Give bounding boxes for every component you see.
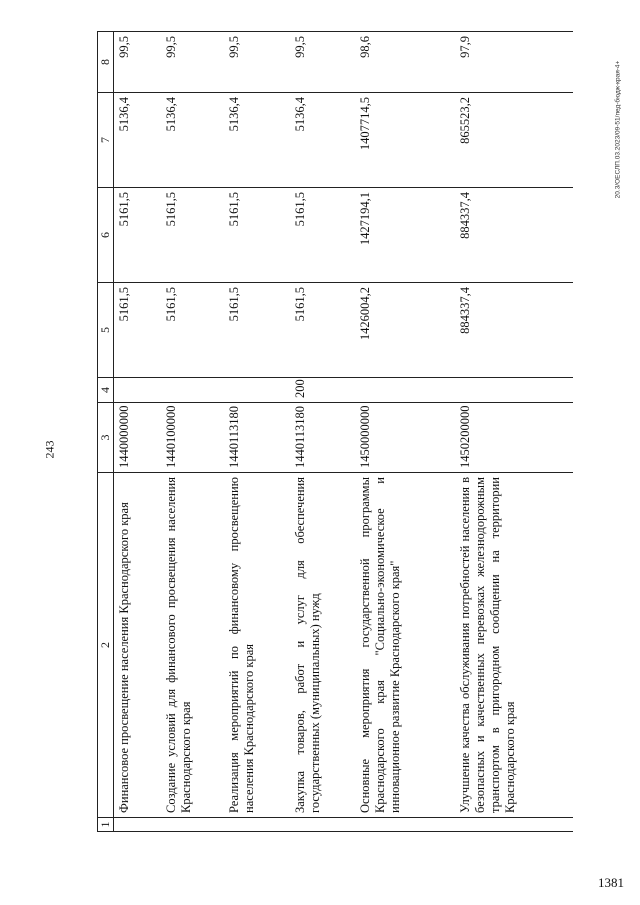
- row-description: Закупка товаров, работ и услуг для обеспечения государственных (муниципальных) нужд: [290, 473, 355, 818]
- row-number: [114, 818, 161, 832]
- col-header-6: 6: [98, 188, 114, 283]
- row-value-5: 5161,5: [161, 283, 224, 378]
- row-percent: 98,6: [355, 32, 455, 93]
- row-value-6: 5161,5: [290, 188, 355, 283]
- table-row: [224, 32, 290, 832]
- row-value-5: 5161,5: [224, 283, 290, 378]
- col-header-3: 3: [98, 403, 114, 473]
- row-description: Реализация мероприятий по финансовому просвещению населения Краснодарского края: [224, 473, 290, 818]
- row-value-5: 1426004,2: [355, 283, 455, 378]
- side-stamp: 20.3/ОЕСЛП.03.2023/09-51/пед-бюдж-края-4+: [614, 60, 622, 199]
- row-value-7: 865523,2: [455, 93, 573, 188]
- row-value-5: 5161,5: [114, 283, 161, 378]
- budget-table: [97, 31, 573, 832]
- row-value-6: 5161,5: [224, 188, 290, 283]
- row-number: [224, 818, 290, 832]
- table-row: [455, 32, 573, 832]
- row-type-code: [224, 378, 290, 403]
- table-row: [355, 32, 455, 832]
- row-percent: 99,5: [114, 32, 161, 93]
- row-description: Основные мероприятия государственной программы Краснодарского края "Социально-экономическое и инновационное развитие Краснодарского края": [355, 473, 455, 818]
- row-code: 1440000000: [114, 403, 161, 473]
- row-type-code: 200: [290, 378, 355, 403]
- col-header-5: 5: [98, 283, 114, 378]
- row-value-6: 884337,4: [455, 188, 573, 283]
- col-header-7: 7: [98, 93, 114, 188]
- row-type-code: [355, 378, 455, 403]
- row-value-6: 1427194,1: [355, 188, 455, 283]
- col-header-2: 2: [98, 473, 114, 818]
- row-value-7: 5136,4: [161, 93, 224, 188]
- row-number: [161, 818, 224, 832]
- col-header-4: 4: [98, 378, 114, 403]
- row-type-code: [161, 378, 224, 403]
- row-code: 1440113180: [224, 403, 290, 473]
- row-value-7: 5136,4: [290, 93, 355, 188]
- header-row: [98, 32, 114, 832]
- row-value-7: 5136,4: [114, 93, 161, 188]
- row-value-7: 5136,4: [224, 93, 290, 188]
- row-value-6: 5161,5: [161, 188, 224, 283]
- row-code: 1450200000: [455, 403, 573, 473]
- row-value-6: 5161,5: [114, 188, 161, 283]
- row-value-5: 884337,4: [455, 283, 573, 378]
- row-value-7: 1407714,5: [355, 93, 455, 188]
- row-description: Улучшение качества обслуживания потребностей населения в безопасных и качественных перевозках железнодорожным транспортом в пригородном сообщении на территории Краснодарского края: [455, 473, 573, 818]
- row-percent: 97,9: [455, 32, 573, 93]
- row-code: 1450000000: [355, 403, 455, 473]
- row-type-code: [455, 378, 573, 403]
- col-header-1: 1: [98, 818, 114, 832]
- row-description: Финансовое просвещение населения Краснодарского края: [114, 473, 161, 818]
- row-percent: 99,5: [224, 32, 290, 93]
- row-number: [355, 818, 455, 832]
- row-number: [455, 818, 573, 832]
- row-description: Создание условий для финансового просвещения населения Краснодарского края: [161, 473, 224, 818]
- table-row: [161, 32, 224, 832]
- row-number: [290, 818, 355, 832]
- page-number-bottom: 1381: [598, 875, 624, 890]
- col-header-8: 8: [98, 32, 114, 93]
- row-type-code: [114, 378, 161, 403]
- budget-table-container: [97, 32, 575, 832]
- page-number-top: 243: [42, 440, 57, 459]
- row-percent: 99,5: [161, 32, 224, 93]
- row-percent: 99,5: [290, 32, 355, 93]
- table-row: [114, 32, 161, 832]
- table-row: [290, 32, 355, 832]
- row-value-5: 5161,5: [290, 283, 355, 378]
- row-code: 1440113180: [290, 403, 355, 473]
- row-code: 1440100000: [161, 403, 224, 473]
